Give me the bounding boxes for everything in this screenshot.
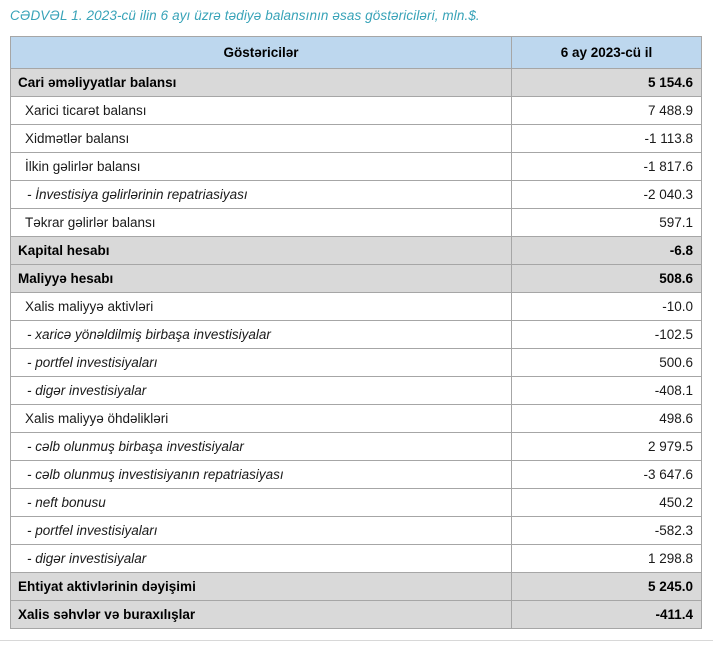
table-row — [11, 209, 702, 237]
row-value: 1 298.8 — [512, 545, 702, 573]
row-value: 597.1 — [512, 209, 702, 237]
table-row — [11, 237, 702, 265]
row-value: -2 040.3 — [512, 181, 702, 209]
row-value: 7 488.9 — [512, 97, 702, 125]
row-label: - portfel investisiyaları — [11, 349, 512, 377]
table-row — [11, 601, 702, 629]
table-row — [11, 405, 702, 433]
row-value: 5 245.0 — [512, 573, 702, 601]
table-row — [11, 433, 702, 461]
table-row — [11, 573, 702, 601]
row-value: -408.1 — [512, 377, 702, 405]
row-value: -582.3 — [512, 517, 702, 545]
table-row — [11, 265, 702, 293]
row-label: İlkin gəlirlər balansı — [11, 153, 512, 181]
table-row — [11, 181, 702, 209]
table-caption: CƏDVƏL 1. 2023-cü ilin 6 ayı üzrə tədiyə balansının əsas göstəriciləri, mln.$. — [10, 8, 480, 23]
row-label: - digər investisiyalar — [11, 545, 512, 573]
header-row — [11, 37, 702, 69]
row-label: - digər investisiyalar — [11, 377, 512, 405]
table-header — [11, 37, 702, 69]
table-row — [11, 461, 702, 489]
row-label: Xalis maliyyə öhdəlikləri — [11, 405, 512, 433]
row-value: -6.8 — [512, 237, 702, 265]
row-label: - cəlb olunmuş investisiyanın repatriasiyası — [11, 461, 512, 489]
header-period: 6 ay 2023-cü il — [512, 37, 702, 69]
row-value: 450.2 — [512, 489, 702, 517]
table-row — [11, 545, 702, 573]
row-label: - neft bonusu — [11, 489, 512, 517]
row-value: -411.4 — [512, 601, 702, 629]
table-row — [11, 321, 702, 349]
row-label: Xalis maliyyə aktivləri — [11, 293, 512, 321]
table-row — [11, 377, 702, 405]
row-label: - xaricə yönəldilmiş birbaşa investisiyalar — [11, 321, 512, 349]
page-bottom-divider — [0, 640, 713, 641]
row-label: - portfel investisiyaları — [11, 517, 512, 545]
header-indicators: Göstəricilər — [11, 37, 512, 69]
row-value: -10.0 — [512, 293, 702, 321]
row-label: Cari əməliyyatlar balansı — [11, 69, 512, 97]
table-row — [11, 97, 702, 125]
row-value: 500.6 — [512, 349, 702, 377]
row-label: Kapital hesabı — [11, 237, 512, 265]
table-row — [11, 349, 702, 377]
row-value: 5 154.6 — [512, 69, 702, 97]
row-label: Xalis səhvlər və buraxılışlar — [11, 601, 512, 629]
row-value: 498.6 — [512, 405, 702, 433]
row-value: -1 817.6 — [512, 153, 702, 181]
table-row — [11, 489, 702, 517]
row-label: Ehtiyat aktivlərinin dəyişimi — [11, 573, 512, 601]
row-value: 508.6 — [512, 265, 702, 293]
row-label: Maliyyə hesabı — [11, 265, 512, 293]
row-value: -1 113.8 — [512, 125, 702, 153]
row-label: - cəlb olunmuş birbaşa investisiyalar — [11, 433, 512, 461]
row-value: -102.5 — [512, 321, 702, 349]
balance-of-payments-table — [10, 36, 702, 629]
table-row — [11, 69, 702, 97]
row-label: Təkrar gəlirlər balansı — [11, 209, 512, 237]
row-label: Xarici ticarət balansı — [11, 97, 512, 125]
row-value: 2 979.5 — [512, 433, 702, 461]
row-value: -3 647.6 — [512, 461, 702, 489]
table-row — [11, 125, 702, 153]
table-body — [11, 69, 702, 629]
row-label: Xidmətlər balansı — [11, 125, 512, 153]
table-row — [11, 517, 702, 545]
row-label: - İnvestisiya gəlirlərinin repatriasiyası — [11, 181, 512, 209]
table-row — [11, 153, 702, 181]
table-row — [11, 293, 702, 321]
